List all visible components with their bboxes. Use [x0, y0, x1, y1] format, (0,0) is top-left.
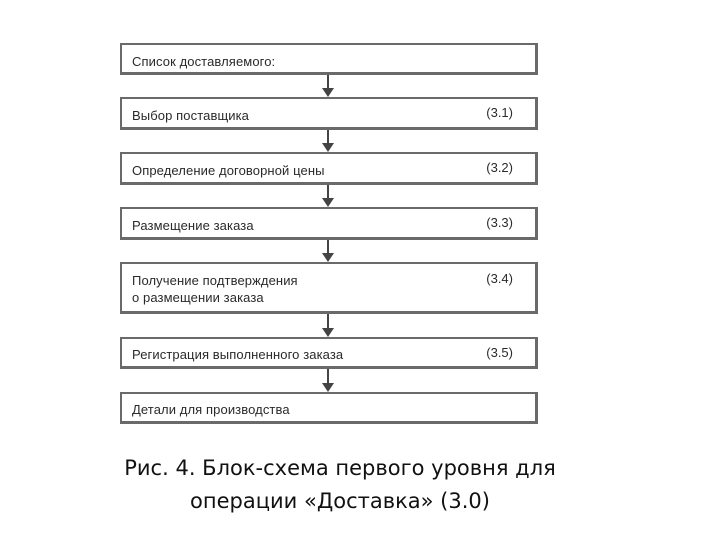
flow-step-order-confirmation	[120, 262, 538, 314]
arrow-shaft	[327, 369, 329, 384]
arrow-head-icon	[322, 253, 334, 262]
flow-step-label: Размещение заказа	[132, 218, 254, 233]
flow-step-order-placement	[120, 207, 538, 240]
arrow-shaft	[327, 75, 329, 89]
arrow-head-icon	[322, 143, 334, 152]
flow-step-label-line1: Получение подтверждения	[132, 273, 298, 288]
arrow-shaft	[327, 185, 329, 199]
arrow-shaft	[327, 314, 329, 329]
arrow-shaft	[327, 130, 329, 144]
flow-arrow	[322, 185, 334, 207]
flow-step-supplier-selection	[120, 97, 538, 130]
flow-arrow	[322, 130, 334, 152]
figure-caption	[60, 452, 620, 518]
flow-step-label: Выбор поставщика	[132, 108, 250, 123]
flow-arrow	[322, 314, 334, 337]
flow-step-label-line2: о размещении заказа	[132, 290, 264, 305]
flow-step-contract-price	[120, 152, 538, 185]
flow-step-delivery-list	[120, 43, 538, 75]
arrow-head-icon	[322, 88, 334, 97]
arrow-head-icon	[322, 383, 334, 392]
caption-line-2: операции «Доставка» (3.0)	[190, 489, 490, 513]
flow-step-code: (3.3)	[486, 215, 513, 230]
arrow-head-icon	[322, 328, 334, 337]
flow-step-label: Определение договорной цены	[132, 163, 325, 178]
arrow-head-icon	[322, 198, 334, 207]
flow-arrow	[322, 75, 334, 97]
flow-step-production-parts	[120, 392, 538, 424]
flow-step-code: (3.5)	[486, 345, 513, 360]
flow-step-order-registration	[120, 337, 538, 369]
flow-arrow	[322, 240, 334, 262]
caption-line-1: Рис. 4. Блок-схема первого уровня для	[124, 456, 556, 480]
flow-step-label: Регистрация выполненного заказа	[132, 347, 344, 362]
arrow-shaft	[327, 240, 329, 254]
flow-step-label: Детали для производства	[132, 402, 290, 417]
flow-step-label: Список доставляемого:	[132, 54, 276, 69]
flow-step-code: (3.1)	[486, 105, 513, 120]
flow-step-code: (3.4)	[486, 271, 513, 286]
flow-step-code: (3.2)	[486, 160, 513, 175]
flow-arrow	[322, 369, 334, 392]
